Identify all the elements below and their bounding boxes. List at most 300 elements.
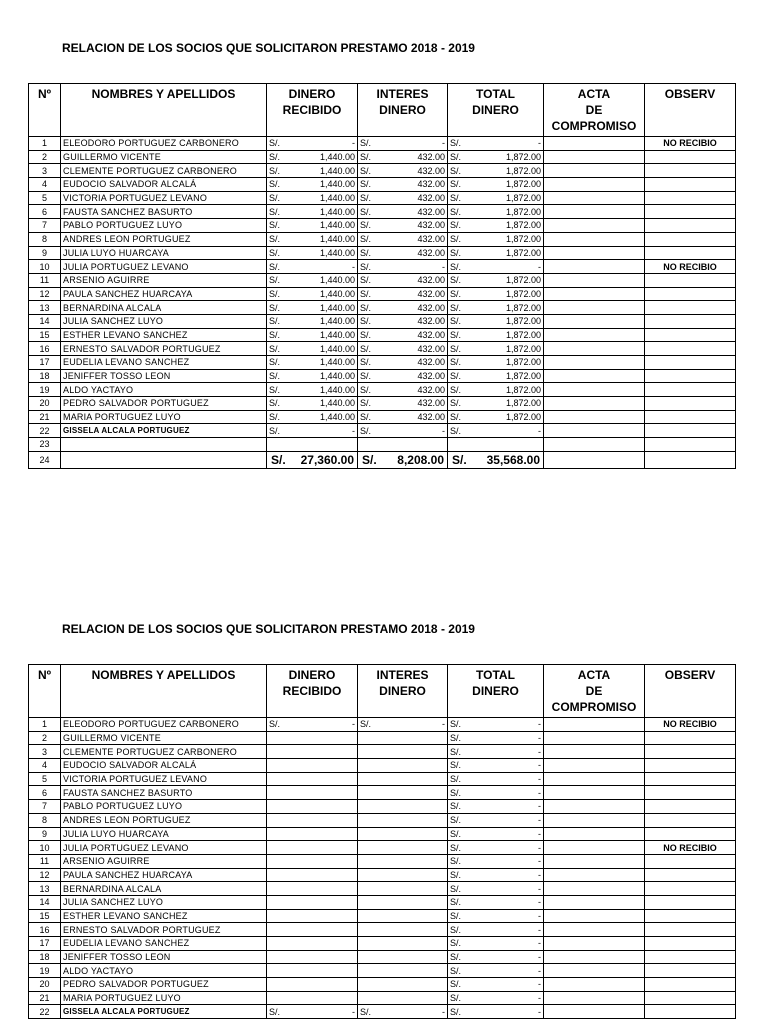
amount: 432.00 [417,371,445,382]
currency-symbol: S/. [450,261,462,272]
total-dinero-cell [448,383,544,397]
table-row [29,369,736,383]
table-row [29,301,736,315]
table-row [29,991,736,1005]
total-dinero-cell [448,731,544,745]
interes-dinero-cell [358,150,448,164]
member-name: PEDRO SALVADOR PORTUGUEZ [61,978,267,992]
acta-cell [544,964,645,978]
member-name: JULIA PORTUGUEZ LEVANO [61,260,267,274]
currency-symbol: S/. [450,425,462,436]
row-number: 14 [29,895,61,909]
interes-dinero-cell [358,827,448,841]
header-text: DE [585,103,603,117]
dinero-recibido-cell [267,937,358,951]
member-name: EUDOCIO SALVADOR ALCALÁ [61,178,267,192]
amount: - [538,979,541,990]
observ-cell [645,772,736,786]
currency-symbol: S/. [269,357,281,368]
amount: 1,440.00 [319,193,355,204]
dinero-recibido-cell [267,909,358,923]
total-dinero-cell [448,895,544,909]
dinero-recibido-cell [267,342,358,356]
dinero-recibido-cell [267,827,358,841]
col-header-interes [358,84,448,137]
dinero-recibido-cell [267,260,358,274]
interes-dinero-cell [358,356,448,370]
currency-symbol: S/. [450,179,462,190]
amount: - [538,261,541,272]
total-dinero-cell [448,759,544,773]
table-row [29,424,736,438]
observ-cell [645,178,736,192]
col-header-number: Nº [29,665,61,718]
currency-symbol: S/. [360,719,372,730]
currency-symbol: S/. [450,138,462,149]
acta-cell [544,786,645,800]
currency-symbol: S/. [450,152,462,163]
row-number: 7 [29,800,61,814]
table-row [29,895,736,909]
row-number: 3 [29,164,61,178]
amount: - [538,138,541,149]
dinero-recibido-cell [267,178,358,192]
total-dinero-cell [448,1005,544,1019]
currency-symbol: S/. [360,234,372,245]
interes-dinero-cell [358,287,448,301]
currency-symbol: S/. [450,952,462,963]
interes-dinero-cell [358,191,448,205]
member-name: MARIA PORTUGUEZ LUYO [61,410,267,424]
amount: - [442,719,445,730]
row-number: 7 [29,219,61,233]
currency-symbol: S/. [360,193,372,204]
amount: 1,440.00 [319,302,355,313]
dinero-recibido-cell [267,950,358,964]
total-dinero-cell [448,369,544,383]
acta-cell [544,718,645,732]
total-dinero-cell [448,164,544,178]
header-text: DINERO [379,684,426,698]
currency-symbol: S/. [360,261,372,272]
amount: - [538,828,541,839]
row-number: 16 [29,342,61,356]
amount: 1,440.00 [319,384,355,395]
interes-dinero-cell [358,205,448,219]
table-row [29,923,736,937]
interes-dinero-cell [358,759,448,773]
amount: - [538,1006,541,1017]
currency-symbol: S/. [450,357,462,368]
currency-symbol: S/. [450,883,462,894]
amount: - [538,801,541,812]
loan-table-2 [28,664,736,1019]
table-row [29,827,736,841]
interes-dinero-cell [358,950,448,964]
dinero-recibido-cell [267,328,358,342]
total-dinero-cell [448,800,544,814]
currency-symbol: S/. [450,371,462,382]
amount: 1,872.00 [505,398,541,409]
table-row [29,937,736,951]
col-header-total [448,84,544,137]
total-dinero-cell [448,718,544,732]
currency-symbol: S/. [450,965,462,976]
total-dinero-cell [448,410,544,424]
total-dinero-cell [448,950,544,964]
member-name: JULIA LUYO HUARCAYA [61,827,267,841]
total-dinero-cell [448,438,544,452]
total-dinero-cell [448,260,544,274]
acta-cell [544,854,645,868]
col-header-observ: OBSERV [645,665,736,718]
row-number: 23 [29,438,61,452]
acta-cell [544,273,645,287]
dinero-recibido-cell [267,882,358,896]
amount: - [538,842,541,853]
amount: 1,872.00 [505,384,541,395]
amount: - [352,138,355,149]
currency-symbol: S/. [450,897,462,908]
amount: - [352,719,355,730]
table-row [29,246,736,260]
row-number: 2 [29,150,61,164]
acta-cell [544,451,645,468]
table-header-row [29,665,736,718]
observ-cell [645,868,736,882]
currency-symbol: S/. [269,206,281,217]
currency-symbol: S/. [450,302,462,313]
amount: 1,872.00 [505,193,541,204]
observ-cell [645,438,736,452]
table-row [29,772,736,786]
currency-symbol: S/. [360,412,372,423]
member-name: BERNARDINA ALCALA [61,301,267,315]
member-name: JULIA PORTUGUEZ LEVANO [61,841,267,855]
interes-dinero-cell [358,937,448,951]
observ-cell [645,1005,736,1019]
total-dinero-cell [448,219,544,233]
acta-cell [544,410,645,424]
amount: 1,872.00 [505,275,541,286]
acta-cell [544,772,645,786]
acta-cell [544,759,645,773]
total-dinero-cell [448,813,544,827]
interes-dinero-cell [358,219,448,233]
dinero-recibido-cell [267,978,358,992]
table-row [29,950,736,964]
observ-cell [645,964,736,978]
member-name: CLEMENTE PORTUGUEZ CARBONERO [61,745,267,759]
row-number: 1 [29,718,61,732]
amount: 1,872.00 [505,165,541,176]
currency-symbol: S/. [450,165,462,176]
col-header-total [448,665,544,718]
interes-dinero-cell [358,314,448,328]
currency-symbol: S/. [360,288,372,299]
total-dinero-cell [448,191,544,205]
member-name: ARSENIO AGUIRRE [61,854,267,868]
observ-cell [645,164,736,178]
table-header-row [29,84,736,137]
dinero-recibido-cell [267,786,358,800]
row-number: 8 [29,813,61,827]
dinero-recibido-cell [267,383,358,397]
table-row [29,328,736,342]
dinero-recibido-cell [267,813,358,827]
observ-cell [645,978,736,992]
amount: - [538,425,541,436]
header-text: RECIBIDO [282,684,342,698]
amount: - [538,760,541,771]
currency-symbol: S/. [269,719,281,730]
amount: 1,440.00 [319,371,355,382]
observ-cell [645,424,736,438]
amount: 1,440.00 [319,179,355,190]
member-name: ALDO YACTAYO [61,964,267,978]
observ-cell [645,150,736,164]
total-dinero-cell [448,273,544,287]
amount: - [442,138,445,149]
dinero-recibido-cell [267,287,358,301]
row-number: 2 [29,731,61,745]
acta-cell [544,232,645,246]
currency-symbol: S/. [269,371,281,382]
currency-symbol: S/. [450,787,462,798]
row-number: 12 [29,868,61,882]
acta-cell [544,882,645,896]
currency-symbol: S/. [450,924,462,935]
amount: 432.00 [417,234,445,245]
member-name: ELEODORO PORTUGUEZ CARBONERO [61,718,267,732]
observ-cell [645,923,736,937]
amount: 432.00 [417,412,445,423]
total-interes-dinero [358,451,448,468]
dinero-recibido-cell [267,164,358,178]
header-text: TOTAL [476,668,515,682]
acta-cell [544,137,645,151]
currency-symbol: S/. [360,343,372,354]
currency-symbol: S/. [269,220,281,231]
row-number: 5 [29,191,61,205]
total-dinero-cell [448,772,544,786]
interes-dinero-cell [358,923,448,937]
amount: 432.00 [417,165,445,176]
row-number: 13 [29,882,61,896]
currency-symbol: S/. [269,384,281,395]
amount: 1,440.00 [319,165,355,176]
acta-cell [544,1005,645,1019]
observ-cell [645,451,736,468]
currency-symbol: S/. [269,179,281,190]
acta-cell [544,745,645,759]
dinero-recibido-cell [267,923,358,937]
currency-symbol: S/. [269,343,281,354]
dinero-recibido-cell [267,397,358,411]
row-number: 19 [29,964,61,978]
currency-symbol: S/. [269,329,281,340]
amount: 432.00 [417,316,445,327]
currency-symbol: S/. [450,247,462,258]
total-dinero-cell [448,786,544,800]
acta-cell [544,342,645,356]
interes-dinero-cell [358,137,448,151]
col-header-observ: OBSERV [645,84,736,137]
observ-cell [645,759,736,773]
interes-dinero-cell [358,978,448,992]
currency-symbol: S/. [450,1006,462,1017]
amount: 432.00 [417,357,445,368]
table-row [29,150,736,164]
amount: 1,872.00 [505,206,541,217]
total-dinero-cell [448,342,544,356]
member-name: ARSENIO AGUIRRE [61,273,267,287]
dinero-recibido-cell [267,205,358,219]
currency-symbol: S/. [450,760,462,771]
amount: 1,440.00 [319,234,355,245]
amount: 1,872.00 [505,234,541,245]
amount: 27,360.00 [300,452,354,467]
table-row [29,383,736,397]
table-row [29,410,736,424]
amount: - [352,425,355,436]
currency-symbol: S/. [450,910,462,921]
col-header-acta [544,665,645,718]
currency-symbol: S/. [360,398,372,409]
amount: 1,440.00 [319,206,355,217]
table-row [29,219,736,233]
acta-cell [544,438,645,452]
currency-symbol: S/. [360,152,372,163]
table-row [29,800,736,814]
observ-cell [645,232,736,246]
interes-dinero-cell [358,786,448,800]
observ-cell [645,895,736,909]
loan-table-1 [28,83,736,469]
amount: - [538,938,541,949]
row-number: 8 [29,232,61,246]
amount: - [538,883,541,894]
dinero-recibido-cell [267,759,358,773]
total-dinero-cell [448,841,544,855]
observ-cell: NO RECIBIO [645,718,736,732]
interes-dinero-cell [358,397,448,411]
member-name: ANDRES LEON PORTUGUEZ [61,232,267,246]
member-name: GUILLERMO VICENTE [61,731,267,745]
observ-cell [645,191,736,205]
table-row [29,745,736,759]
amount: 1,440.00 [319,275,355,286]
amount: - [538,719,541,730]
acta-cell [544,328,645,342]
dinero-recibido-cell [267,800,358,814]
acta-cell [544,424,645,438]
interes-dinero-cell [358,410,448,424]
interes-dinero-cell [358,328,448,342]
currency-symbol: S/. [450,412,462,423]
member-name: PAULA SANCHEZ HUARCAYA [61,287,267,301]
dinero-recibido-cell [267,964,358,978]
acta-cell [544,813,645,827]
dinero-recibido-cell [267,369,358,383]
page-title-1: RELACION DE LOS SOCIOS QUE SOLICITARON PRESTAMO 2018 - 2019 [62,41,475,55]
observ-cell [645,786,736,800]
table-row [29,868,736,882]
table-row [29,841,736,855]
row-number: 18 [29,369,61,383]
amount: 432.00 [417,343,445,354]
observ-cell [645,383,736,397]
acta-cell [544,260,645,274]
acta-cell [544,731,645,745]
table-row [29,314,736,328]
interes-dinero-cell [358,342,448,356]
observ-cell [645,356,736,370]
interes-dinero-cell [358,882,448,896]
table-row [29,786,736,800]
member-name: ESTHER LEVANO SANCHEZ [61,328,267,342]
row-number: 14 [29,314,61,328]
currency-symbol: S/. [450,856,462,867]
interes-dinero-cell [358,1005,448,1019]
acta-cell [544,191,645,205]
header-text: DINERO [472,684,519,698]
row-number: 9 [29,246,61,260]
amount: 1,872.00 [505,288,541,299]
header-text: COMPROMISO [551,700,637,714]
interes-dinero-cell [358,383,448,397]
col-header-dinero [267,84,358,137]
interes-dinero-cell [358,178,448,192]
member-name: ELEODORO PORTUGUEZ CARBONERO [61,137,267,151]
row-number: 11 [29,273,61,287]
member-name: ESTHER LEVANO SANCHEZ [61,909,267,923]
currency-symbol: S/. [360,329,372,340]
total-dinero-cell [448,328,544,342]
col-header-dinero [267,665,358,718]
total-dinero-cell [448,356,544,370]
currency-symbol: S/. [360,179,372,190]
observ-cell [645,219,736,233]
table-row [29,356,736,370]
header-text: ACTA [577,87,611,101]
member-name: PABLO PORTUGUEZ LUYO [61,800,267,814]
acta-cell [544,164,645,178]
member-name: EUDELIA LEVANO SANCHEZ [61,356,267,370]
currency-symbol: S/. [360,247,372,258]
interes-dinero-cell [358,772,448,786]
amount: 1,440.00 [319,288,355,299]
total-dinero-cell [448,978,544,992]
col-header-names: NOMBRES Y APELLIDOS [61,84,267,137]
amount: 432.00 [417,220,445,231]
currency-symbol: S/. [360,302,372,313]
dinero-recibido-cell [267,150,358,164]
currency-symbol: S/. [450,398,462,409]
col-header-number: Nº [29,84,61,137]
row-number: 21 [29,410,61,424]
dinero-recibido-cell [267,895,358,909]
total-dinero-cell [448,232,544,246]
currency-symbol: S/. [269,152,281,163]
col-header-interes [358,665,448,718]
row-number: 15 [29,328,61,342]
currency-symbol: S/. [450,733,462,744]
acta-cell [544,397,645,411]
amount: 1,872.00 [505,343,541,354]
table-row [29,397,736,411]
total-dinero-recibido [267,451,358,468]
